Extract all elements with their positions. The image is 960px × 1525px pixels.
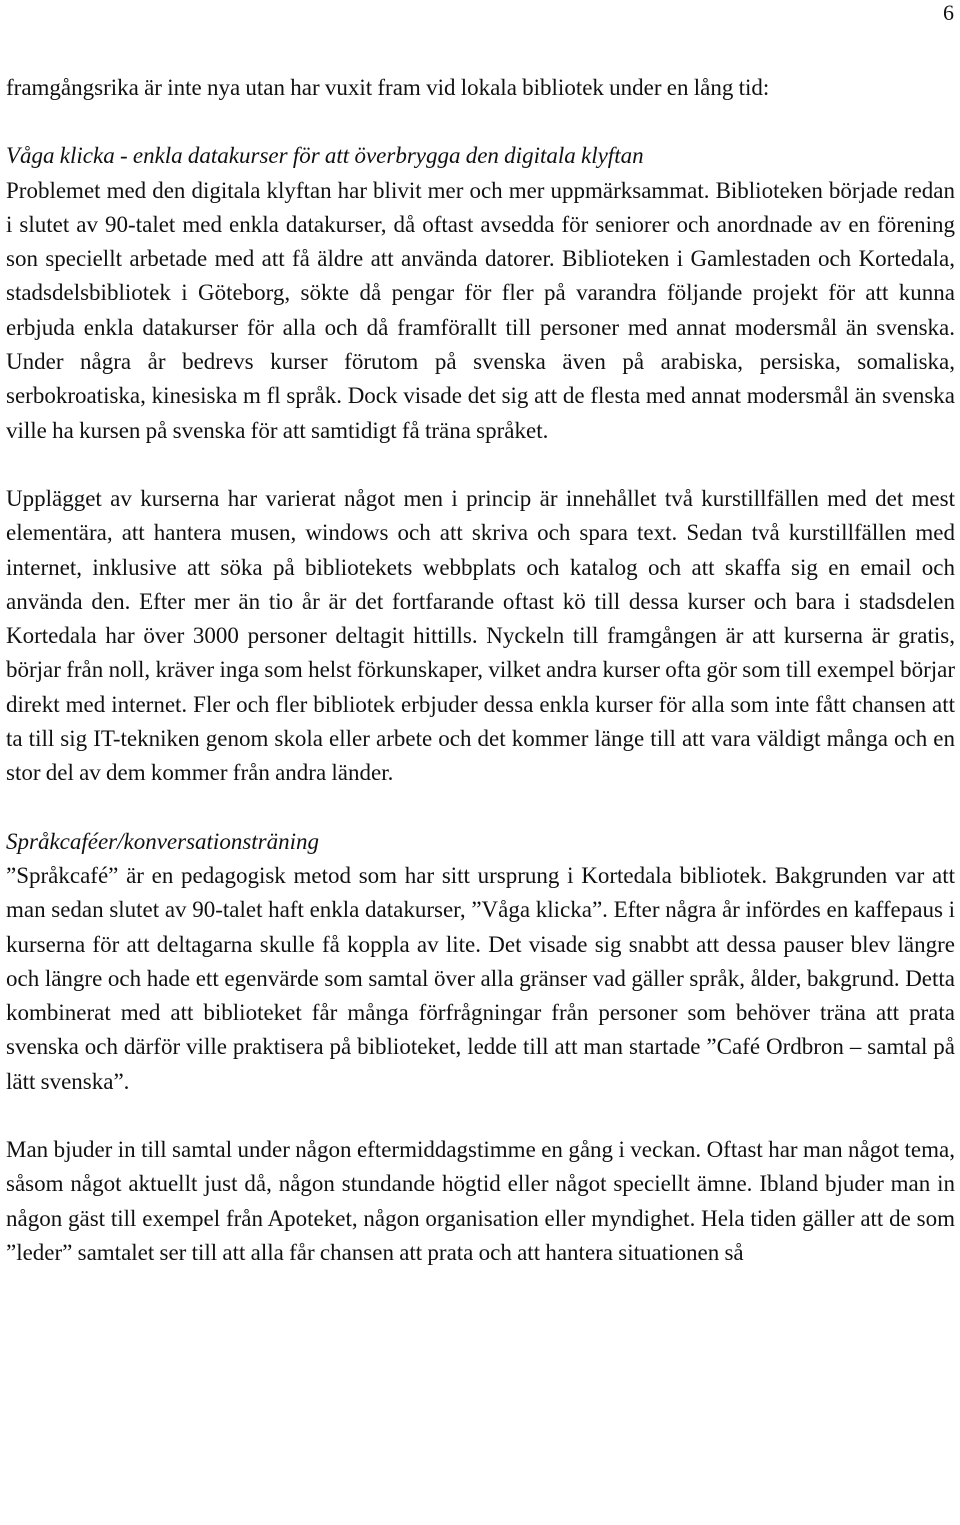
section-heading-sprakcafeer: Språkcaféer/konversationsträning <box>6 828 320 854</box>
document-body <box>6 71 955 1270</box>
paragraph-spacer <box>6 1099 955 1133</box>
body-paragraph: Problemet med den digitala klyftan har blivit mer och mer uppmärksammat. Biblioteken började redan i slutet av 90-talet med enkla datakurser, då oftast avsedda för seniorer och anordnade av en förening son speciellt arbetade med att få äldre att använda datorer. Biblioteken i Gamlestaden och Kortedala, stadsdelsbibliotek i Göteborg, sökte då pengar för fler på varandra följande projekt för att kunna erbjuda enkla datakurser för alla och då framförallt till personer med annat modersmål än svenska. Under några år bedrevs kurser förutom på svenska även på arabiska, persiska, somaliska, serbokroatiska, kinesiska m fl språk. Dock visade det sig att de flesta med annat modersmål än svenska ville ha kursen på svenska för att samtidigt få träna språket. <box>6 177 955 443</box>
page-number: 6 <box>943 0 954 25</box>
body-paragraph: Man bjuder in till samtal under någon eftermiddagstimme en gång i veckan. Oftast har man något tema, såsom något aktuellt just då, någon stundande högtid eller något speciellt ämne. Ibland bjuder man in någon gäst till exempel från Apoteket, någon organisation eller myndighet. Hela tiden gäller att de som ”leder” samtalet ser till att alla får chansen att prata och att hantera situationen så <box>6 1137 955 1265</box>
intro-paragraph: framgångsrika är inte nya utan har vuxit fram vid lokala bibliotek under en lång tid: <box>6 75 770 100</box>
paragraph-spacer <box>6 791 955 825</box>
paragraph-spacer <box>6 448 955 482</box>
section-heading-vaga-klicka: Våga klicka - enkla datakurser för att överbrygga den digitala klyftan <box>6 143 644 169</box>
paragraph-spacer <box>6 105 955 139</box>
body-paragraph: Upplägget av kurserna har varierat något men i princip är innehållet två kurstillfällen med det mest elementära, att hantera musen, windows och att skriva och spara text. Sedan två kurstillfällen med internet, inklusive att söka på bibliotekets webbplats och katalog och att skaffa sig en email och använda den. Efter mer än tio år är det fortfarande oftast kö till dessa kurser och bara i stadsdelen Kortedala har över 3000 personer deltagit hittills. Nyckeln till framgången är att kurserna är gratis, börjar från noll, kräver inga som helst förkunskaper, vilket andra kurser ofta gör som till exempel börjar direkt med internet. Fler och fler bibliotek erbjuder dessa enkla kurser för alla som inte fått chansen att ta till sig IT-tekniken genom skola eller arbete och det kommer länge till att vara väldigt många och en stor del av dem kommer från andra länder. <box>6 485 955 786</box>
body-paragraph: ”Språkcafé” är en pedagogisk metod som har sitt ursprung i Kortedala bibliotek. Bakgrunden var att man sedan slutet av 90-talet haft enkla datakurser, ”Våga klicka”. Efter några år infördes en kaffepaus i kurserna för att deltagarna skulle få koppla av lite. Det visade sig snabbt att dessa pauser blev längre och längre och hade ett egenvärde som samtal över alla gränser vad gäller språk, ålder, bakgrund. Detta kombinerat med att biblioteket får många förfrågningar från personer som behöver träna att prata svenska och därför ville praktisera på biblioteket, ledde till att man startade ”Café Ordbron – samtal på lätt svenska”. <box>6 862 955 1094</box>
